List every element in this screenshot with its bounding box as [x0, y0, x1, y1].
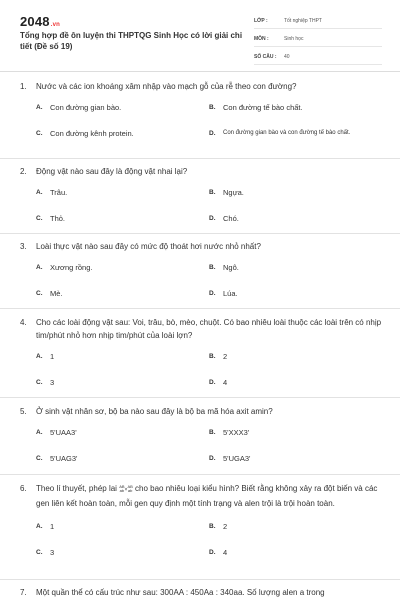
- header-divider: [0, 71, 400, 72]
- option-d[interactable]: [209, 212, 382, 224]
- option-letter: D.: [209, 378, 216, 386]
- question-number: 4.: [20, 318, 27, 327]
- question-7: [20, 586, 382, 599]
- option-a[interactable]: [36, 426, 209, 438]
- fraction-bottom: ab: [127, 487, 133, 493]
- option-letter: B.: [209, 428, 216, 436]
- option-text: 1: [50, 521, 55, 531]
- meta-value: Sinh học: [284, 36, 304, 42]
- logo-text: 2048: [20, 14, 50, 29]
- question-number: 5.: [20, 407, 27, 416]
- fraction-top: AB: [127, 483, 133, 489]
- option-text: 3: [50, 547, 55, 557]
- option-text: Lúa.: [223, 288, 238, 298]
- option-b[interactable]: [209, 426, 382, 438]
- meta-row-subject: [254, 32, 382, 47]
- document-meta: [254, 14, 382, 68]
- option-text: Ngựa.: [223, 187, 244, 197]
- option-letter: C.: [36, 214, 43, 222]
- option-letter: B.: [209, 188, 216, 196]
- question-6: [20, 482, 382, 558]
- question-text: Ở sinh vật nhân sơ, bộ ba nào sau đây là bộ ba mã hóa axit amin?: [36, 407, 273, 416]
- question-number: 1.: [20, 82, 27, 91]
- meta-value: Tốt nghiệp THPT: [284, 18, 322, 24]
- option-letter: A.: [36, 428, 43, 436]
- question-separator: [0, 474, 400, 475]
- option-c[interactable]: [36, 452, 209, 464]
- option-d[interactable]: [209, 127, 382, 139]
- option-text: 4: [223, 547, 228, 557]
- option-a[interactable]: [36, 186, 209, 198]
- fraction-bottom: ab: [119, 487, 125, 493]
- option-letter: D.: [209, 454, 216, 462]
- option-letter: C.: [36, 129, 43, 137]
- answer-options: [36, 101, 382, 139]
- option-letter: D.: [209, 214, 216, 222]
- option-text: Mè.: [50, 288, 63, 298]
- option-text: 2: [223, 351, 228, 361]
- option-letter: B.: [209, 352, 216, 360]
- option-text: Con đường tế bào chất.: [223, 102, 303, 112]
- answer-options: [36, 186, 382, 224]
- option-letter: C.: [36, 548, 43, 556]
- question-text-part: Theo lí thuyết, phép lai: [36, 484, 117, 493]
- option-text: 3: [50, 377, 55, 387]
- question-3: [20, 240, 382, 299]
- question-separator: [0, 308, 400, 309]
- fraction-top: AB: [119, 483, 125, 489]
- option-d[interactable]: [209, 376, 382, 388]
- option-d[interactable]: [209, 452, 382, 464]
- option-letter: D.: [209, 129, 216, 137]
- option-a[interactable]: [36, 261, 209, 273]
- option-letter: B.: [209, 522, 216, 530]
- question-text: Một quần thể có cấu trúc như sau: 300AA : 450Aa : 340aa. Số lượng alen a trong: [36, 588, 325, 597]
- option-text: Thỏ.: [50, 213, 66, 223]
- option-text: Chó.: [223, 213, 239, 223]
- option-text: Ngô.: [223, 262, 239, 272]
- question-number: 6.: [20, 484, 27, 493]
- answer-options: [36, 350, 382, 388]
- question-separator: [0, 233, 400, 234]
- option-text: Trâu.: [50, 187, 68, 197]
- option-text: 2: [223, 521, 228, 531]
- option-text: 5'UAA3': [50, 427, 77, 437]
- option-b[interactable]: [209, 261, 382, 273]
- option-d[interactable]: [209, 287, 382, 299]
- site-logo[interactable]: [20, 14, 60, 29]
- question-text-part: cho bao nhiêu loại kiểu hình? Biết rằng không xảy ra đột biến và các gen liên kết hoàn toàn, mỗi gen quy định một tính trạng và alen trội là trội hoàn toàn.: [36, 484, 378, 508]
- meta-value: 40: [284, 54, 290, 60]
- option-c[interactable]: [36, 127, 209, 139]
- question-2: [20, 165, 382, 224]
- document-header: [0, 0, 400, 72]
- option-letter: A.: [36, 188, 43, 196]
- option-c[interactable]: [36, 546, 209, 558]
- option-letter: D.: [209, 548, 216, 556]
- option-a[interactable]: [36, 520, 209, 532]
- question-5: [20, 405, 382, 464]
- option-letter: C.: [36, 454, 43, 462]
- question-text: Nước và các ion khoáng xâm nhập vào mạch gỗ của rễ theo con đường?: [36, 82, 297, 91]
- option-b[interactable]: [209, 186, 382, 198]
- document-title: Tổng hợp đề ôn luyện thi THPTQG Sinh Học có lời giải chi tiết (Đề số 19): [20, 31, 243, 51]
- option-text: 1: [50, 351, 55, 361]
- option-letter: B.: [209, 263, 216, 271]
- meta-key: LỚP :: [254, 18, 268, 24]
- option-b[interactable]: [209, 520, 382, 532]
- option-letter: D.: [209, 289, 216, 297]
- option-letter: B.: [209, 103, 216, 111]
- answer-options: [36, 520, 382, 558]
- option-letter: A.: [36, 352, 43, 360]
- question-number: 3.: [20, 242, 27, 251]
- genotype-fraction: [124, 483, 133, 493]
- option-d[interactable]: [209, 546, 382, 558]
- question-number: 2.: [20, 167, 27, 176]
- meta-row-class: [254, 14, 382, 29]
- option-b[interactable]: [209, 101, 382, 113]
- option-a[interactable]: [36, 101, 209, 113]
- question-4: [20, 316, 382, 388]
- logo-suffix: .vn: [50, 22, 61, 28]
- question-separator: [0, 579, 400, 580]
- question-1: [20, 80, 382, 139]
- option-c[interactable]: [36, 287, 209, 299]
- question-separator: [0, 397, 400, 398]
- answer-options: [36, 261, 382, 299]
- meta-key: MÔN :: [254, 36, 269, 42]
- option-text: Xương rồng.: [50, 262, 93, 272]
- option-text: Con đường gian bào.: [50, 102, 122, 112]
- question-text: Động vật nào sau đây là động vật nhai lại?: [36, 167, 188, 176]
- answer-options: [36, 426, 382, 464]
- option-a[interactable]: [36, 350, 209, 362]
- question-number: 7.: [20, 588, 27, 597]
- option-letter: C.: [36, 378, 43, 386]
- option-text: 5'UGA3': [223, 453, 251, 463]
- option-c[interactable]: [36, 212, 209, 224]
- question-separator: [0, 158, 400, 159]
- option-text: 5'UAG3': [50, 453, 78, 463]
- question-text: Loài thực vật nào sau đây có mức độ thoát hơi nước nhỏ nhất?: [36, 242, 261, 251]
- question-text: [36, 482, 382, 510]
- option-text: 4: [223, 377, 228, 387]
- option-text: Con đường kênh protein.: [50, 128, 134, 138]
- meta-key: SỐ CÂU :: [254, 54, 277, 60]
- option-text: 5'XXX3': [223, 427, 250, 437]
- option-letter: A.: [36, 263, 43, 271]
- option-letter: A.: [36, 103, 43, 111]
- cross-symbol: ×: [124, 487, 128, 493]
- option-letter: C.: [36, 289, 43, 297]
- question-text: Cho các loài động vật sau: Voi, trâu, bò, mèo, chuột. Có bao nhiêu loài thuộc các loài trên có nhịp tim/phút nhỏ hơn nhịp tim/phút của loài lợn?: [36, 318, 382, 340]
- meta-row-count: [254, 50, 382, 65]
- option-b[interactable]: [209, 350, 382, 362]
- option-letter: A.: [36, 522, 43, 530]
- option-c[interactable]: [36, 376, 209, 388]
- option-text: Con đường gian bào và con đường tế bào chất.: [223, 129, 351, 136]
